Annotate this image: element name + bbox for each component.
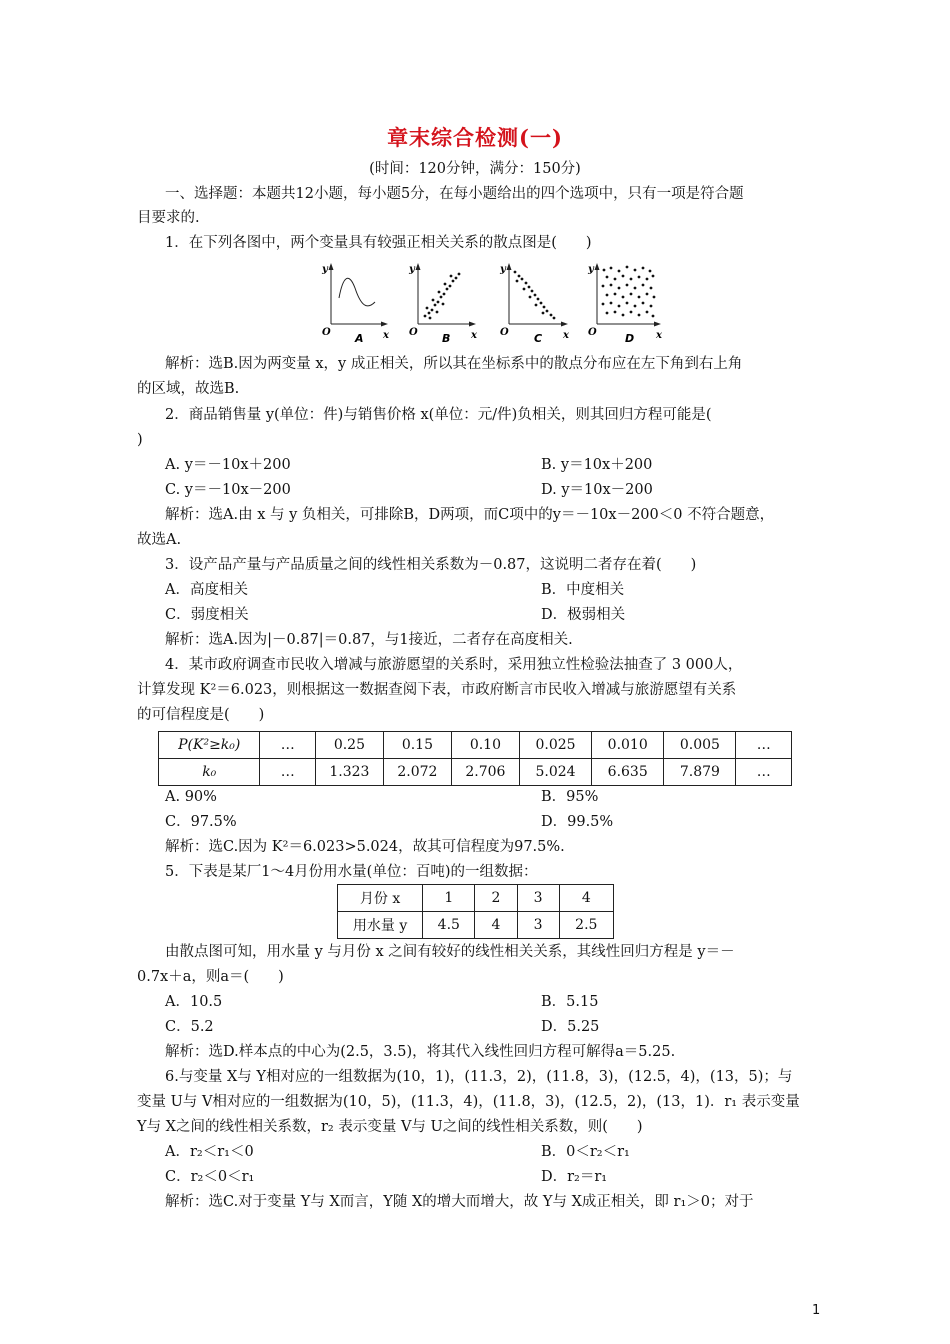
table-cell: 1 [423,885,475,912]
q5-analysis: 解析：选D.样本点的中心为(2.5，3.5)，将其代入线性回归方程可解得a＝5.25. [165,1044,676,1060]
q2-option-d: D. y＝10x－200 [541,482,653,498]
origin-label: O [409,327,418,338]
q5-water-usage-table [337,884,614,939]
table-cell: 2.5 [559,912,613,939]
table-cell: 6.635 [592,759,664,786]
q3-option-d: D．极弱相关 [541,607,626,623]
scatter-points-b [424,273,461,320]
table-row [159,732,792,759]
q6-option-b: B．0＜r₂＜r₁ [541,1144,630,1160]
table-cell: 4 [475,912,517,939]
axis-x-label: x [383,330,389,341]
table-cell: 0.005 [664,732,736,759]
q4-option-c: C．97.5% [165,814,237,830]
q5-text: 由散点图可知，用水量 y 与月份 x 之间有较好的线性相关关系，其线性回归方程是 y＝－ [165,944,735,960]
q3-option-c: C．弱度相关 [165,607,249,623]
q6-analysis: 解析：选C.对于变量 Y与 X而言，Y随 X的增大而增大，故 Y与 X成正相关，即 r₁＞0；对于 [165,1194,754,1210]
table-row [159,759,792,786]
table-cell: 4 [559,885,613,912]
panel-label-a: A [355,332,364,345]
axis-x-label: x [563,330,569,341]
axis-y-label: y [322,264,328,275]
table-cell: 0.010 [592,732,664,759]
q4-stem-cont: 计算发现 K²＝6.023，则根据这一数据查阅下表，市政府断言市民收入增减与旅游愿望有关系 [137,682,737,698]
axis-x-label: x [656,330,662,341]
axis-y-label: y [500,264,506,275]
table-cell: 2.706 [451,759,519,786]
table-cell: 0.15 [383,732,451,759]
q3-option-a: A．高度相关 [165,582,248,598]
axis-y-label: y [409,264,415,275]
q2-analysis-cont: 故选A. [137,532,182,548]
panel-label-b: B [442,332,451,345]
q1-analysis: 解析：选B.因为两变量 x，y 成正相关，所以其在坐标系中的散点分布应在左下角到右上角 [165,356,743,372]
axis-y-label: y [588,264,594,275]
table-cell: 1.323 [315,759,383,786]
page-title: 章末综合检测(一) [387,125,563,150]
q4-option-d: D．99.5% [541,814,614,830]
q4-stem: 4．某市政府调查市民收入增减与旅游愿望的关系时，采用独立性检验法抽查了 3 000人， [165,657,743,673]
q1-stem: 1．在下列各图中，两个变量具有较强正相关关系的散点图是( ) [165,235,592,251]
q2-option-b: B. y＝10x＋200 [541,457,653,473]
q5-option-c: C．5.2 [165,1019,214,1035]
scatter-panel-c [499,263,570,345]
origin-label: O [500,327,509,338]
q6-option-d: D．r₂＝r₁ [541,1169,608,1185]
q4-option-a: A. 90% [165,789,217,805]
q3-option-b: B．中度相关 [541,582,625,598]
origin-label: O [322,327,331,338]
scatter-panel-b [408,263,478,345]
curve-line [339,278,375,306]
table-cell: 0.25 [315,732,383,759]
page-number: 1 [812,1303,821,1318]
panel-label-c: C [534,332,543,345]
table-cell: 3 [517,885,559,912]
table-cell: … [736,759,792,786]
q6-option-a: A．r₂＜r₁＜0 [165,1144,254,1160]
table-cell: 0.10 [451,732,519,759]
origin-label: O [588,327,597,338]
q4-analysis: 解析：选C.因为 K²＝6.023>5.024，故其可信程度为97.5%. [165,839,565,855]
scatter-points-d [602,266,656,318]
q1-analysis-cont: 的区域，故选B. [137,381,240,397]
q5-option-a: A．10.5 [165,994,223,1010]
q4-option-b: B．95% [541,789,599,805]
q6-stem: 6.与变量 X与 Y相对应的一组数据为(10，1)，(11.3，2)，(11.8，3)，(12.5，4)，(13，5)；与 [165,1069,793,1085]
q2-option-a: A. y＝－10x＋200 [165,457,291,473]
q4-critical-value-table [158,731,792,786]
q2-stem-cont: ) [137,432,143,448]
table-cell: 0.025 [519,732,591,759]
q6-stem-cont2: Y与 X之间的线性相关系数，r₂ 表示变量 V与 U之间的线性相关系数，则( ) [137,1119,643,1135]
scatter-panel-a [321,263,390,345]
table-cell: 月份 x [338,885,423,912]
table-row [338,912,614,939]
table-cell: 7.879 [664,759,736,786]
q2-option-c: C. y＝－10x－200 [165,482,291,498]
table-cell: … [260,759,315,786]
table-cell: P(K²≥k₀) [159,732,260,759]
table-row [338,885,614,912]
q5-stem: 5．下表是某厂1～4月份用水量(单位：百吨)的一组数据： [165,864,538,880]
table-cell: 5.024 [519,759,591,786]
scatter-points-c [514,271,556,320]
table-cell: … [260,732,315,759]
table-cell: 用水量 y [338,912,423,939]
q3-analysis: 解析：选A.因为|－0.87|＝0.87，与1接近，二者存在高度相关. [165,632,573,648]
q4-stem-cont2: 的可信程度是( ) [137,707,265,723]
panel-label-d: D [625,332,635,345]
section-heading: 一、选择题：本题共12小题，每小题5分，在每小题给出的四个选项中，只有一项是符合题 [165,186,744,202]
q6-stem-cont: 变量 U与 V相对应的一组数据为(10，5)，(11.3，4)，(11.8，3)，(12.5，2)，(13，1)．r₁ 表示变量 [137,1094,800,1110]
q6-option-c: C．r₂＜0＜r₁ [165,1169,255,1185]
q1-scatter-figure [313,258,673,348]
table-cell: 2 [475,885,517,912]
q3-stem: 3．设产品产量与产品质量之间的线性相关系数为－0.87，这说明二者存在着( ) [165,557,697,573]
exam-info: (时间：120分钟，满分：150分) [369,161,581,177]
q2-analysis: 解析：选A.由 x 与 y 负相关，可排除B，D两项，而C项中的y＝－10x－200＜0 不符合题意， [165,507,775,523]
q5-text-cont: 0.7x＋a，则a＝( ) [137,969,284,985]
q5-option-d: D．5.25 [541,1019,600,1035]
scatter-panel-d [587,263,663,345]
table-cell: 3 [517,912,559,939]
table-cell: … [736,732,792,759]
q2-stem: 2．商品销售量 y(单位：件)与销售价格 x(单位：元/件)负相关，则其回归方程可能是( [165,407,712,423]
table-cell: 4.5 [423,912,475,939]
table-cell: 2.072 [383,759,451,786]
axis-x-label: x [471,330,477,341]
table-cell: k₀ [159,759,260,786]
section-heading-cont: 目要求的. [137,210,200,226]
q5-option-b: B．5.15 [541,994,599,1010]
